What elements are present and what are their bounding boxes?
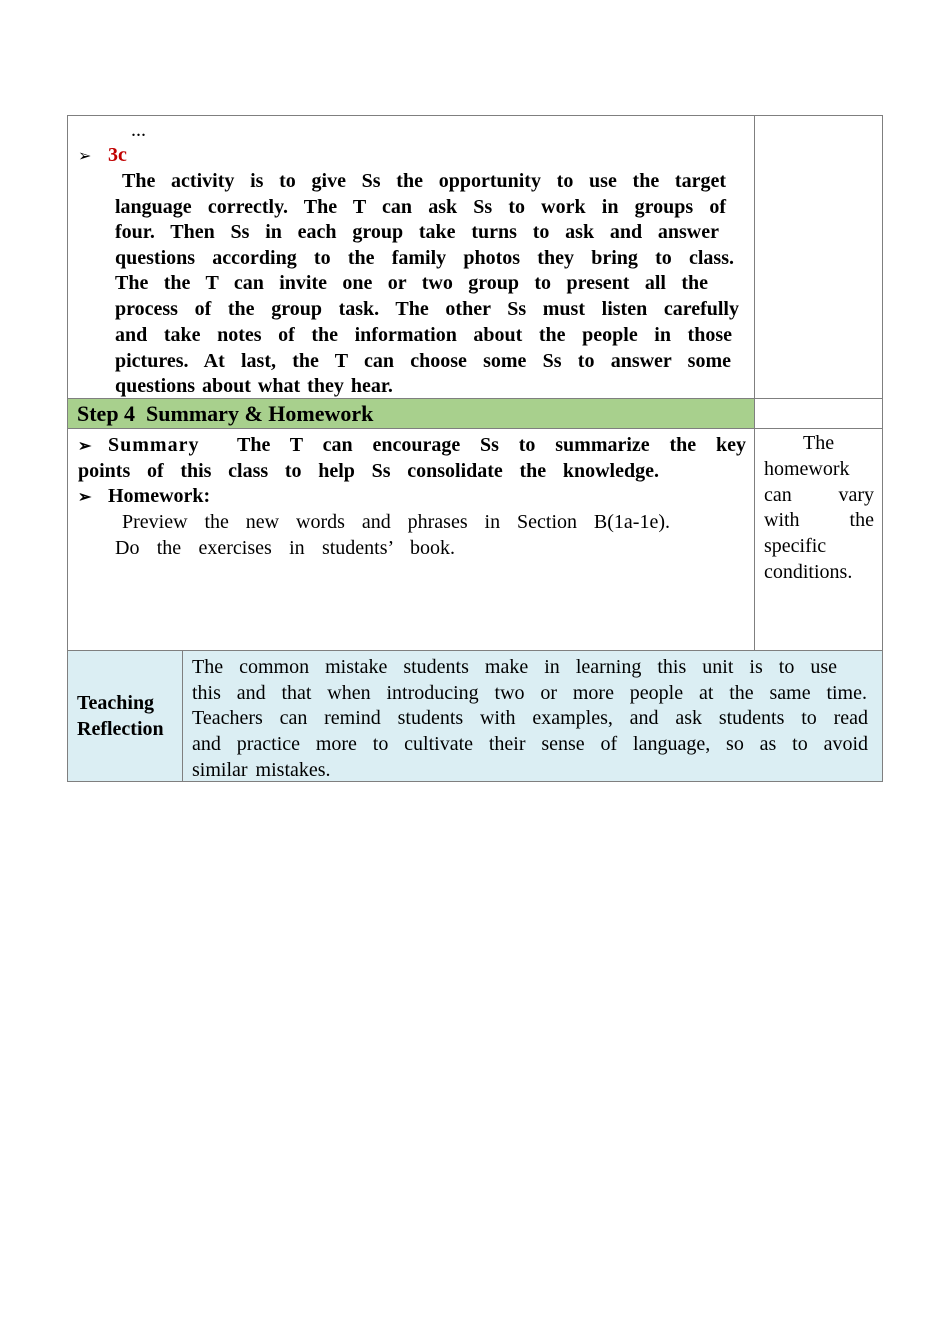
note-line-2: homework <box>764 458 850 480</box>
reflection-line-5: similar mistakes. <box>192 759 331 781</box>
activity-line-7: and take notes of the information about the people in those <box>115 324 732 346</box>
note-line-5: specific <box>764 535 827 557</box>
activity-line-5: The the T can invite one or two group to present all the <box>115 272 708 294</box>
activity-line-1: The activity is to give Ss the opportunity to use the target <box>122 170 726 192</box>
activity-line-8: pictures. At last, the T can choose some Ss to answer some <box>115 350 731 372</box>
heading-3c: ➢ 3c <box>78 143 127 169</box>
reflection-line-1: The common mistake students make in learning this unit is to use <box>192 656 837 678</box>
activity-3c-note-cell <box>754 115 883 399</box>
reflection-text-cell <box>182 650 883 782</box>
activity-line-4: questions according to the family photos they bring to class. <box>115 247 734 269</box>
reflection-line-4: and practice more to cultivate their sense of language, so as to avoid <box>192 733 868 755</box>
activity-line-9: questions about what they hear. <box>115 375 393 397</box>
reflection-label-cell <box>67 650 183 782</box>
reflection-line-2: this and that when introducing two or more people at the same time. <box>192 682 867 704</box>
step4-header-cell <box>67 398 755 429</box>
summary-line-2: points of this class to help Ss consolidate the knowledge. <box>78 460 659 482</box>
summary-cell <box>67 428 755 651</box>
note-line-4: with the <box>764 509 874 531</box>
reflection-label-line-1: Teaching <box>77 692 155 714</box>
summary-label: Summary <box>108 434 200 456</box>
arrow-bullet-icon: ➢ <box>78 148 92 165</box>
homework-line-1: Preview the new words and phrases in Section B(1a-1e). <box>122 511 670 533</box>
reflection-line-3: Teachers can remind students with examples, and ask students to read <box>192 707 868 729</box>
step4-note-cell <box>754 398 883 429</box>
note-line-6: conditions. <box>764 561 853 583</box>
homework-heading <box>78 484 210 510</box>
summary-line-1 <box>78 433 199 459</box>
activity-3c-cell <box>67 115 755 399</box>
homework-note-cell <box>754 428 883 651</box>
activity-line-6: process of the group task. The other Ss must listen carefully <box>115 298 739 320</box>
lesson-plan-table <box>67 115 883 782</box>
summary-text: The T can encourage Ss to summarize the key <box>237 434 746 456</box>
homework-label: Homework: <box>108 485 211 507</box>
reflection-label-line-2: Reflection <box>77 718 164 740</box>
ellipsis-text: ... <box>131 119 146 141</box>
note-line-3: can vary <box>764 484 874 506</box>
activity-line-2: language correctly. The T can ask Ss to work in groups of <box>115 196 726 218</box>
step4-title: Step 4 Summary & Homework <box>77 401 374 426</box>
note-line-1: The <box>803 432 835 454</box>
arrow-bullet-icon: ➢ <box>78 489 92 506</box>
homework-line-2: Do the exercises in students’ book. <box>115 537 455 559</box>
activity-line-3: four. Then Ss in each group take turns to ask and answer <box>115 221 719 243</box>
arrow-bullet-icon: ➢ <box>78 438 92 455</box>
